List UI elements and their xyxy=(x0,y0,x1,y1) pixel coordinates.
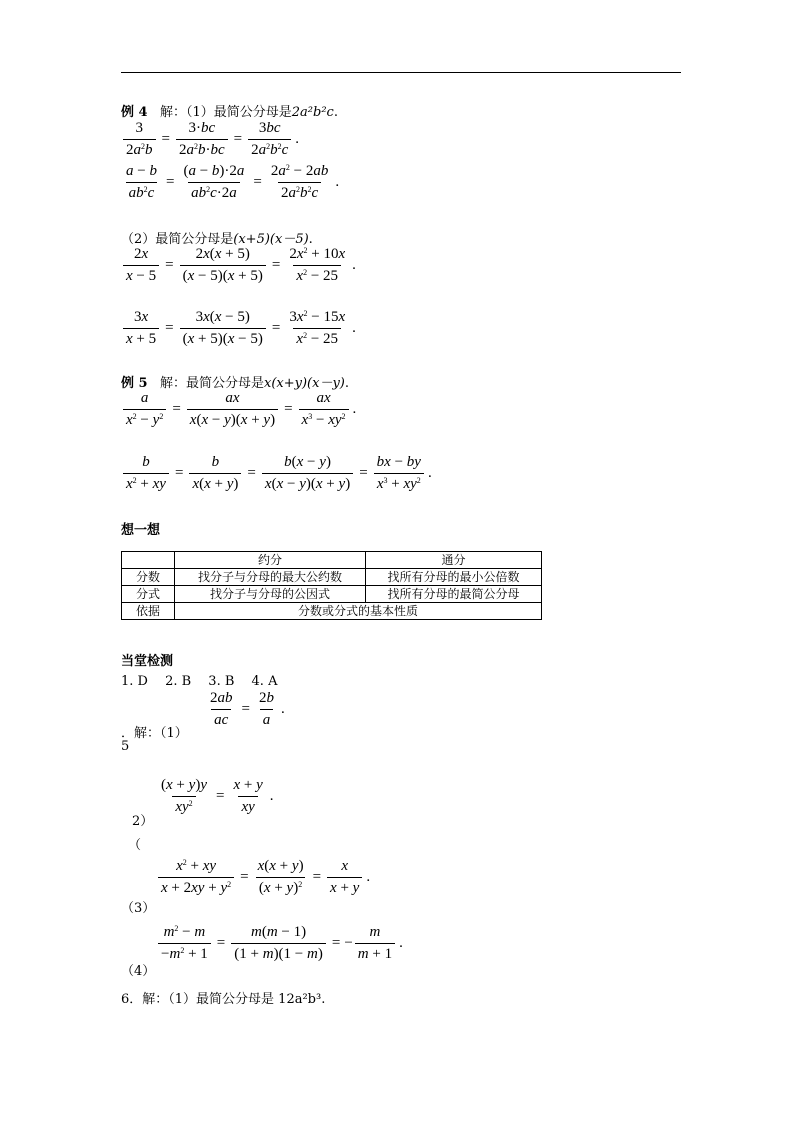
table-row xyxy=(122,552,542,569)
ex4-eq3: $\frac{2x}{x - 5}$ = $\frac{2x(x + 5)}{(x - 5)(x + 5)}$ = $\frac{2x^2 + 10x}{x^2 - 25}$ . xyxy=(121,246,356,285)
ex4-part2: （2）最简公分母是(x+5)(x－5). xyxy=(121,232,313,247)
ex4-eq4: $\frac{3x}{x + 5}$ = $\frac{3x(x - 5)}{(x + 5)(x - 5)}$ = $\frac{3x^2 - 15x}{x^2 - 25}$ . xyxy=(121,309,356,348)
table-cell: 分数 xyxy=(122,569,175,586)
test-answers: 1. D 2. B 3. B 4. A xyxy=(121,674,278,689)
ex4-part2-lcd: (x+5)(x－5) xyxy=(233,232,309,247)
table-cell: 找所有分母的最小公倍数 xyxy=(366,569,542,586)
example-4-lcd: 2a²b²c xyxy=(291,105,334,120)
q5-eq1: $\frac{2ab}{ac}$ = $\frac{2b}{a}$ . xyxy=(210,690,285,728)
table-cell: 分数或分式的基本性质 xyxy=(175,603,542,620)
example-5-lcd: x(x+y)(x－y) xyxy=(264,376,345,391)
q5-part2-label: 2） xyxy=(132,814,154,829)
table-cell: 找所有分母的最简公分母 xyxy=(366,586,542,603)
example-5-intro: 解：最简公分母是 xyxy=(159,376,264,391)
q6-line: 6．解：（1）最简公分母是 12a²b³. xyxy=(121,992,326,1007)
q5-paren: （ xyxy=(128,838,142,853)
table-header-cell: 通分 xyxy=(366,552,542,569)
q5-eq3: $\frac{x^2 + xy}{x + 2xy + y^2}$ = $\frac{x(x + y)}{(x + y)^2}$ = $\frac{x}{x + y}$ . xyxy=(156,858,370,897)
example-4-label: 例 4 xyxy=(121,105,148,120)
table-row xyxy=(122,603,542,620)
q5-part3-label: （3） xyxy=(121,901,156,916)
ex4-part2-label: （2）最简公分母是 xyxy=(121,232,234,247)
ex4-eq1: $\frac{3}{2a^2b}$ = $\frac{3\cdot bc}{2a^2b\cdot bc}$ = $\frac{3bc}{2a^2b^2c}$ . xyxy=(121,120,299,159)
q5-eq2: $\frac{(x + y)y}{xy^2}$ = $\frac{x + y}{xy}$ . xyxy=(161,777,274,815)
q5-eq4: $\frac{m^2 - m}{-m^2 + 1}$ = $\frac{m(m - 1)}{(1 + m)(1 - m)}$ = − $\frac{m}{m + 1}$ . xyxy=(156,924,403,963)
ex4-eq2: $\frac{a - b}{ab^2c}$ = $\frac{(a - b)\cdot 2a}{ab^2c\cdot 2a}$ = $\frac{2a^2 - 2ab}{2a^2b^2c}$ . xyxy=(126,163,340,201)
table-header-cell: 约分 xyxy=(175,552,366,569)
example-4-intro: 解：（1）最简公分母是 xyxy=(159,105,292,120)
q5-part4-label: （4） xyxy=(121,964,156,979)
example-5-header: 例 5 解：最简公分母是x(x+y)(x－y). xyxy=(121,376,350,391)
q5-intro: ．解：（1） xyxy=(121,726,188,741)
ex5-eq2: $\frac{b}{x^2 + xy}$ = $\frac{b}{x(x + y)}$ = $\frac{b(x - y)}{x(x - y)(x + y)}$ = $\frac{bx - by}{x^3 + xy^2}$ . xyxy=(121,454,432,493)
header-rule xyxy=(121,72,681,73)
table-row xyxy=(122,586,542,603)
q5-number: 5 xyxy=(121,739,130,754)
ex5-eq1: $\frac{a}{x^2 - y^2}$ = $\frac{ax}{x(x - y)(x + y)}$ = $\frac{ax}{x^3 - xy^2}$ . xyxy=(121,390,356,429)
think-heading: 想一想 xyxy=(121,523,161,538)
comparison-table xyxy=(121,551,542,620)
example-5-label: 例 5 xyxy=(121,376,148,391)
test-heading: 当堂检测 xyxy=(121,654,174,669)
example-4-header: 例 4 解：（1）最简公分母是2a²b²c. xyxy=(121,105,338,120)
table-cell: 分式 xyxy=(122,586,175,603)
table-header-cell xyxy=(122,552,175,569)
table-cell: 找分子与分母的最大公约数 xyxy=(175,569,366,586)
table-cell: 找分子与分母的公因式 xyxy=(175,586,366,603)
table-cell: 依据 xyxy=(122,603,175,620)
table-row xyxy=(122,569,542,586)
